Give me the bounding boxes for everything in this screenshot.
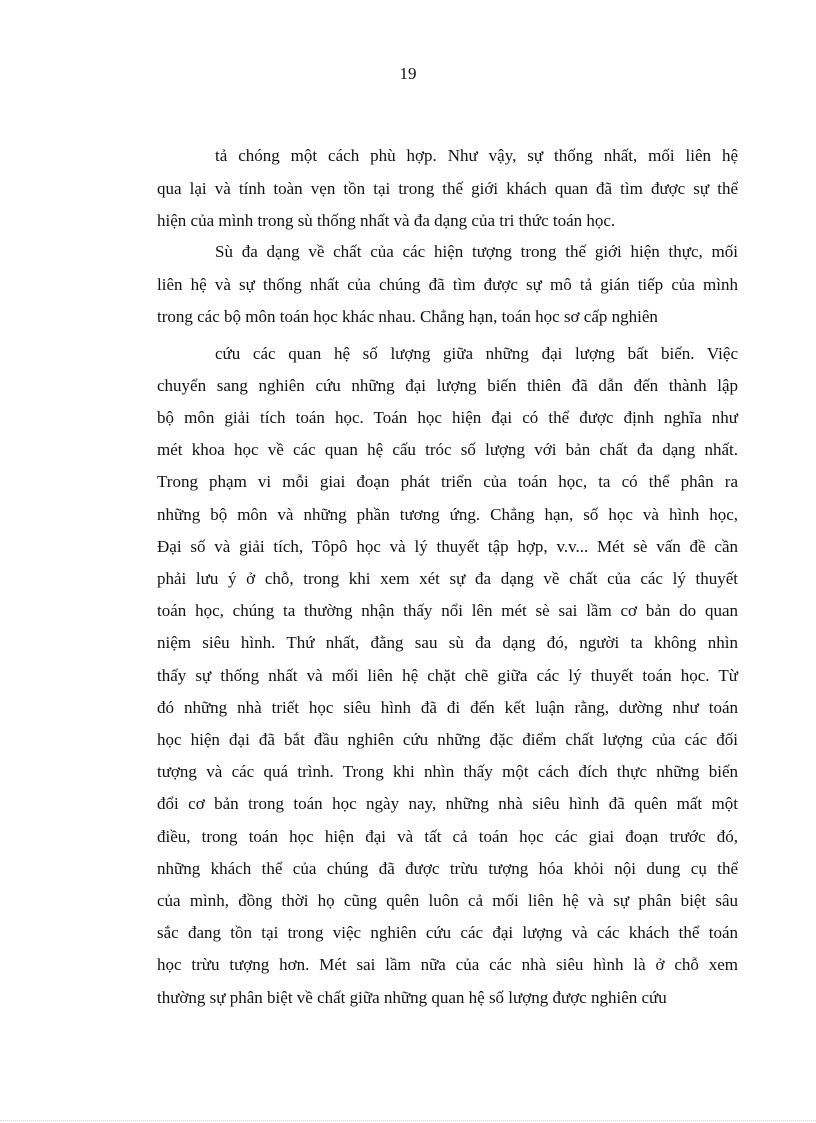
text-line: niệm siêu hình. Thứ nhất, đằng sau sù đa dạng đó, người ta không nhìn: [157, 633, 738, 652]
text-line: đổi cơ bản trong toán học ngày nay, những nhà siêu hình đã quên mất một: [157, 794, 738, 813]
text-line: mét khoa học về các quan hệ cấu tróc số lượng với bản chất đa dạng nhất.: [157, 440, 738, 459]
text-line: phải lưu ý ở chỗ, trong khi xem xét sự đa dạng về chất của các lý thuyết: [157, 569, 738, 588]
text-line: chuyển sang nghiên cứu những đại lượng biến thiên đã dẫn đến thành lập: [157, 376, 738, 395]
text-line: điều, trong toán học hiện đại và tất cả toán học các giai đoạn trước đó,: [157, 827, 738, 846]
text-line: trong các bộ môn toán học khác nhau. Chẳng hạn, toán học sơ cấp nghiên: [157, 307, 658, 326]
text-line: sắc đang tồn tại trong việc nghiên cứu các đại lượng và các khách thể toán: [157, 923, 738, 942]
page-number: 19: [399, 64, 417, 83]
text-line: thường sự phân biệt về chất giữa những quan hệ số lượng được nghiên cứu: [157, 988, 667, 1007]
text-line: cứu các quan hệ số lượng giữa những đại lượng bất biến. Việc: [215, 344, 738, 363]
text-line: của mình, đồng thời họ cũng quên luôn cả mối liên hệ và sự phân biệt sâu: [157, 891, 738, 910]
text-line: Đại số và giải tích, Tôpô học và lý thuyết tập hợp, v.v... Mét sè vấn đề cần: [157, 537, 738, 556]
text-line: Sù đa dạng về chất của các hiện tượng trong thế giới hiện thực, mối: [215, 242, 738, 261]
text-line: những khách thể của chúng đã được trừu tượng hóa khỏi nội dung cụ thể: [157, 859, 738, 878]
text-line: Trong phạm vi mỗi giai đoạn phát triển của toán học, ta có thể phân ra: [157, 472, 738, 491]
text-line: liên hệ và sự thống nhất của chúng đã tìm được sự mô tả gián tiếp của mình: [157, 275, 738, 294]
text-line: tượng và các quá trình. Trong khi nhìn thấy một cách đích thực những biến: [157, 762, 738, 781]
text-line: bộ môn giải tích toán học. Toán học hiện đại có thể được định nghĩa như: [157, 408, 738, 427]
page-bottom-divider: [0, 1120, 816, 1121]
text-line: học trừu tượng hơn. Mét sai lầm nữa của các nhà siêu hình là ở chỗ xem: [157, 955, 738, 974]
text-line: qua lại và tính toàn vẹn tồn tại trong thế giới khách quan đã tìm được sự thể: [157, 179, 738, 198]
text-line: tả chóng một cách phù hợp. Như vậy, sự thống nhất, mối liên hệ: [215, 146, 738, 165]
text-line: hiện của mình trong sù thống nhất và đa dạng của tri thức toán học.: [157, 211, 616, 230]
text-line: học hiện đại đã bắt đầu nghiên cứu những đặc điểm chất lượng của các đối: [157, 730, 738, 749]
text-line: toán học, chúng ta thường nhận thấy nổi lên mét sè sai lầm cơ bản do quan: [157, 601, 738, 620]
text-line: những bộ môn và những phần tương ứng. Chẳng hạn, số học và hình học,: [157, 505, 738, 524]
text-line: thấy sự thống nhất và mối liên hệ chặt chẽ giữa các lý thuyết toán học. Từ: [157, 666, 738, 685]
text-line: đó những nhà triết học siêu hình đã đi đến kết luận rằng, dường như toán: [157, 698, 738, 717]
